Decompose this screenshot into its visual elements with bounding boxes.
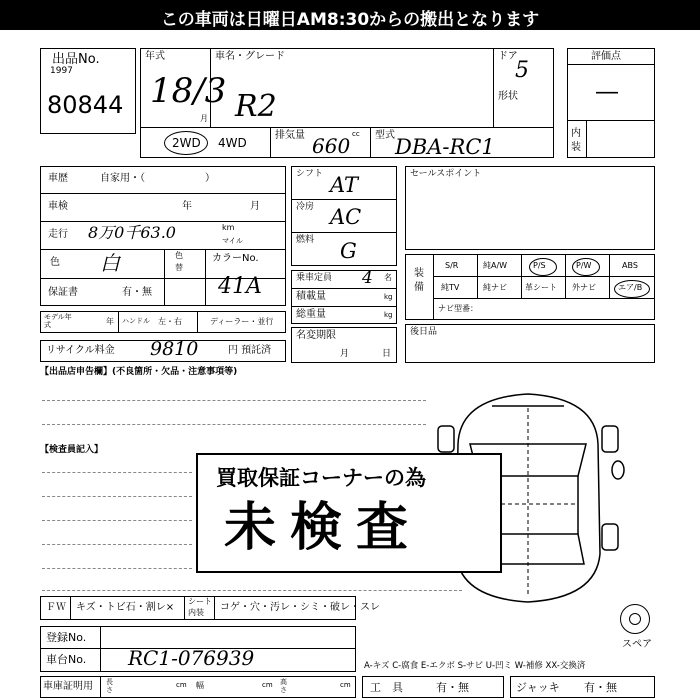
weight-unit: kg (384, 311, 393, 319)
ac-label: 冷房 (296, 202, 315, 212)
cert-width: 幅 (196, 681, 204, 690)
drive-4wd: 4WD (218, 136, 247, 150)
cert-length: 長さ (106, 678, 113, 694)
door-value: 5 (515, 58, 529, 83)
colorno-label: カラーNo. (212, 253, 259, 264)
history-value: 自家用・（ ） (100, 173, 215, 184)
equip-ext-navi: 外ナビ (572, 283, 596, 292)
inspector-label: 【検査員記入】 (40, 445, 104, 455)
name-value: R2 (235, 89, 277, 124)
warranty-label: 保証書 (48, 287, 78, 298)
score-value: ― (596, 80, 618, 105)
reg-label: 登録No. (46, 631, 87, 644)
seat-label-2: 内装 (188, 608, 204, 617)
fuel-value: G (340, 239, 357, 263)
renew-day: 日 (382, 349, 392, 359)
inspect-month: 月 (250, 201, 260, 212)
equip-airbag-circle (614, 280, 650, 298)
equip-pw: P/W (576, 261, 592, 270)
cert-unit-2: cm (262, 681, 273, 689)
year-unit: 月 (200, 114, 208, 123)
equip-pw-circle (572, 258, 600, 276)
navi-label: ナビ型番： (438, 304, 478, 313)
mileage-value: 8万0千63.0 (88, 223, 176, 242)
equip-tv: 純TV (441, 283, 460, 292)
seat-value: コゲ・穴・汚レ・シミ・破レ・スレ (220, 602, 380, 613)
load-label: 積載量 (296, 291, 326, 302)
color-label: 色 (50, 257, 60, 268)
stamp-line2: 未検査 (224, 498, 423, 558)
equip-aw: 純A/W (483, 261, 508, 270)
year-label: 年式 (145, 51, 165, 62)
shape-label: 形状 (498, 91, 518, 102)
disp-label: 排気量 (275, 130, 305, 141)
chassis-label: 車台No. (46, 653, 87, 666)
misc-label: 後日品 (410, 327, 438, 337)
model-label: モデル年式 (44, 313, 72, 329)
equip-leather: 革シート (525, 283, 557, 292)
door-label: ドア (498, 51, 518, 62)
recycle-unit: 円 預託済 (228, 345, 272, 356)
handle-value: 左・右 (158, 317, 182, 326)
color-change-2: 替 (175, 263, 183, 272)
lot-number: 80844 (47, 91, 124, 119)
handle-label: ハンドル (122, 317, 150, 325)
dealer-label: ディーラー・並行 (210, 317, 274, 326)
disp-value: 660 (312, 134, 351, 158)
fw-label: ＦＷ (46, 602, 66, 613)
disp-unit: cc (352, 130, 360, 138)
color-change-1: 色 (175, 251, 183, 260)
chassis-value: RC1-076939 (128, 646, 255, 670)
tools-label: 工 具 (370, 681, 403, 694)
history-label: 車歴 (48, 173, 68, 184)
jack-value: 有・無 (584, 681, 617, 694)
lot-sub: 1997 (50, 66, 73, 76)
type-value: DBA-RC1 (395, 135, 495, 159)
equip-navi: 純ナビ (483, 283, 507, 292)
type-label: 型式 (375, 130, 395, 141)
equip-ps-circle (529, 258, 557, 276)
model-year: 年 (106, 317, 114, 326)
tools-value: 有・無 (436, 681, 469, 694)
year-value: 18/3 (150, 71, 227, 111)
weight-label: 総重量 (296, 309, 326, 320)
mileage-unit-km: km (222, 223, 235, 232)
spare-label: スペア (622, 639, 652, 650)
damage-legend: A-キズ C-腐食 E-エクボ S-サビ U-凹ミ W-補修 XX-交換済 (364, 661, 586, 671)
report-label: 【出品店申告欄】(不良箇所・欠品・注意事項等) (40, 367, 238, 377)
cert-height: 高さ (280, 678, 287, 694)
interior-label: 内装 (571, 128, 581, 153)
shift-value: AT (330, 173, 359, 197)
cert-label: 車庫証明用 (43, 681, 93, 692)
equip-airbag: エア/B (618, 283, 643, 292)
renew-month: 月 (340, 349, 350, 359)
cap-label: 乗車定員 (296, 273, 333, 283)
color-value: 白 (100, 251, 120, 275)
equip-sr: S/R (445, 261, 459, 270)
warranty-value: 有・無 (122, 287, 152, 298)
cert-unit-3: cm (340, 681, 351, 689)
seat-label-1: シート (188, 597, 212, 606)
fw-value: キズ・トビ石・割レ× (76, 602, 175, 613)
load-unit: kg (384, 293, 393, 301)
name-label: 車名・グレード (215, 51, 285, 62)
renew-label: 名変期限 (296, 330, 336, 341)
stamp-line1: 買取保証コーナーの為 (216, 466, 426, 490)
misc-box (405, 324, 655, 363)
score-label: 評価点 (591, 51, 621, 62)
recycle-label: リサイクル料金 (46, 345, 115, 356)
shift-label: シフト (296, 169, 324, 179)
equip-abs: ABS (622, 261, 638, 270)
cap-value: 4 (362, 268, 373, 288)
ac-value: AC (330, 205, 362, 229)
recycle-value: 9810 (150, 338, 199, 360)
sales-label: セールスポイント (410, 169, 482, 179)
jack-label: ジャッキ (516, 681, 560, 694)
cert-unit-1: cm (176, 681, 187, 689)
cap-unit: 名 (384, 273, 392, 282)
fuel-label: 燃料 (296, 235, 315, 245)
equip-label: 装備 (414, 268, 424, 293)
lot-label: 出品No. (52, 52, 100, 67)
banner-text: この車両は日曜日AM8:30からの搬出となります (160, 10, 540, 30)
drive-2wd: 2WD (172, 136, 201, 150)
equip-ps: P/S (533, 261, 546, 270)
drive-2wd-circle (164, 131, 208, 155)
inspect-year: 年 (182, 201, 192, 212)
spare-tire-hub (629, 613, 641, 625)
colorno-value: 41A (218, 274, 262, 299)
mileage-unit-mile: マイル (222, 237, 243, 245)
inspect-label: 車検 (48, 201, 68, 212)
mileage-label: 走行 (48, 229, 68, 240)
